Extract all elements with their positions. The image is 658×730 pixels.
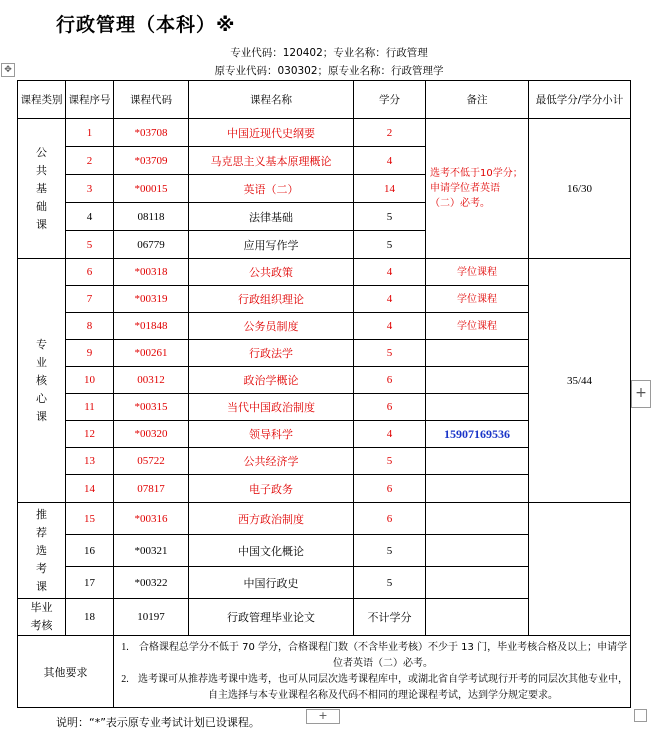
min-credit-core: 35/44 [529,259,631,503]
row-credit: 4 [354,147,426,175]
row-code: *00261 [114,340,189,367]
row-credit: 5 [354,567,426,599]
row-code: 00312 [114,367,189,394]
row-code: 08118 [114,203,189,231]
row-credit: 5 [354,203,426,231]
row-name: 应用写作学 [189,231,354,259]
category-grad: 毕业考核 [18,599,66,636]
row-code: *00320 [114,421,189,448]
row-seq: 14 [66,475,114,503]
major-code-line: 专业代码：120402；专业名称：行政管理 [230,47,428,59]
row-name: 法律基础 [189,203,354,231]
requirement-text: 合格课程总学分不低于 70 学分，合格课程门数（不含毕业考核）不少于 13 门，毕业考核合格及以上；申请学位者英语（二）必考。 [138,641,628,669]
table-header-row [18,81,631,119]
row-seq: 16 [66,535,114,567]
row-credit: 5 [354,448,426,475]
row-name: 行政管理毕业论文 [189,599,354,636]
row-code: 10197 [114,599,189,636]
requirements-row [18,636,631,708]
row-credit: 4 [354,259,426,286]
row-credit: 6 [354,503,426,535]
category-public: 公共基础课 [18,119,66,259]
min-credit-empty [529,503,631,636]
degree-course-note: 学位课程 [426,313,529,340]
row-credit: 5 [354,231,426,259]
remark-empty [426,394,529,421]
row-code: *00015 [114,175,189,203]
remark-empty [426,340,529,367]
row-code: *00315 [114,394,189,421]
category-elective: 推荐选考课 [18,503,66,599]
remark-empty [426,475,529,503]
row-code: *03708 [114,119,189,147]
row-name: 行政组织理论 [189,286,354,313]
row-seq: 4 [66,203,114,231]
row-name: 公务员制度 [189,313,354,340]
add-column-button[interactable]: + [631,380,651,408]
degree-course-note: 学位课程 [426,286,529,313]
row-seq: 1 [66,119,114,147]
table-resize-handle-icon[interactable] [634,709,647,722]
remark-empty [426,367,529,394]
header-category: 课程类别 [18,81,66,119]
requirement-text: 选考课可从推荐选考课中选考，也可从同层次选考课程库中，或湖北省自学考试现行开考的同层次其他专业中，自主选择与本专业课程名称及代码不相同的理论课程考试，达到学分规定要求。 [138,673,628,701]
original-major-code-line: 原专业代码：030302；原专业名称：行政管理学 [214,65,444,77]
requirements-text [114,636,631,708]
table-move-handle-icon[interactable]: ✥ [1,63,15,77]
requirement-item [114,640,630,672]
row-seq: 13 [66,448,114,475]
row-credit: 4 [354,286,426,313]
min-credit-public: 16/30 [529,119,631,259]
row-code: *00322 [114,567,189,599]
category-other: 其他要求 [18,636,114,708]
row-name: 政治学概论 [189,367,354,394]
row-name: 公共政策 [189,259,354,286]
row-credit: 4 [354,313,426,340]
header-name: 课程名称 [189,81,354,119]
phone-number [426,421,529,448]
add-row-button[interactable]: + [306,709,340,724]
header-credit: 学分 [354,81,426,119]
row-credit: 4 [354,421,426,448]
row-seq: 7 [66,286,114,313]
row-name: 行政法学 [189,340,354,367]
row-seq: 6 [66,259,114,286]
remark-empty [426,503,529,535]
row-name: 电子政务 [189,475,354,503]
category-core: 专业核心课 [18,259,66,503]
row-name: 西方政治制度 [189,503,354,535]
row-credit: 5 [354,535,426,567]
row-seq: 12 [66,421,114,448]
row-seq: 11 [66,394,114,421]
remark-empty [426,448,529,475]
remark-empty [426,535,529,567]
row-credit: 2 [354,119,426,147]
row-name: 英语（二） [189,175,354,203]
row-code: *00319 [114,286,189,313]
row-name: 中国近现代史纲要 [189,119,354,147]
row-code: *00321 [114,535,189,567]
header-code: 课程代码 [114,81,189,119]
row-seq: 15 [66,503,114,535]
requirement-number: 2. [121,673,129,685]
row-credit: 6 [354,367,426,394]
remark-public [426,119,529,259]
row-name: 公共经济学 [189,448,354,475]
degree-course-note: 学位课程 [426,259,529,286]
row-seq: 10 [66,367,114,394]
row-code: *00316 [114,503,189,535]
row-name: 中国行政史 [189,567,354,599]
row-code: *03709 [114,147,189,175]
row-seq: 5 [66,231,114,259]
header-min-credit: 最低学分/学分小计 [529,81,631,119]
requirement-item [114,672,630,704]
footnote: 说明：“*”表示原专业考试计划已设课程。 [56,716,260,729]
page-title: 行政管理（本科）※ [56,14,236,36]
row-name: 中国文化概论 [189,535,354,567]
row-seq: 3 [66,175,114,203]
public-note: 选考不低于10学分；申请学位者英语（二）必考。 [430,168,523,209]
row-code: *01848 [114,313,189,340]
remark-empty [426,599,529,636]
course-plan-table [17,80,631,708]
row-name: 领导科学 [189,421,354,448]
row-seq: 8 [66,313,114,340]
row-credit: 14 [354,175,426,203]
row-name: 马克思主义基本原理概论 [189,147,354,175]
remark-empty [426,567,529,599]
table-row [18,503,631,535]
header-seq: 课程序号 [66,81,114,119]
row-name: 当代中国政治制度 [189,394,354,421]
row-seq: 9 [66,340,114,367]
row-seq: 2 [66,147,114,175]
row-code: 07817 [114,475,189,503]
row-credit: 5 [354,340,426,367]
table-row [18,119,631,147]
row-credit: 6 [354,394,426,421]
row-code: *00318 [114,259,189,286]
row-seq: 18 [66,599,114,636]
row-code: 06779 [114,231,189,259]
requirement-number: 1. [121,641,129,653]
row-code: 05722 [114,448,189,475]
header-remark: 备注 [426,81,529,119]
row-seq: 17 [66,567,114,599]
phone-text: 15907169536 [444,426,510,441]
row-credit: 不计学分 [354,599,426,636]
row-credit: 6 [354,475,426,503]
table-row [18,259,631,286]
